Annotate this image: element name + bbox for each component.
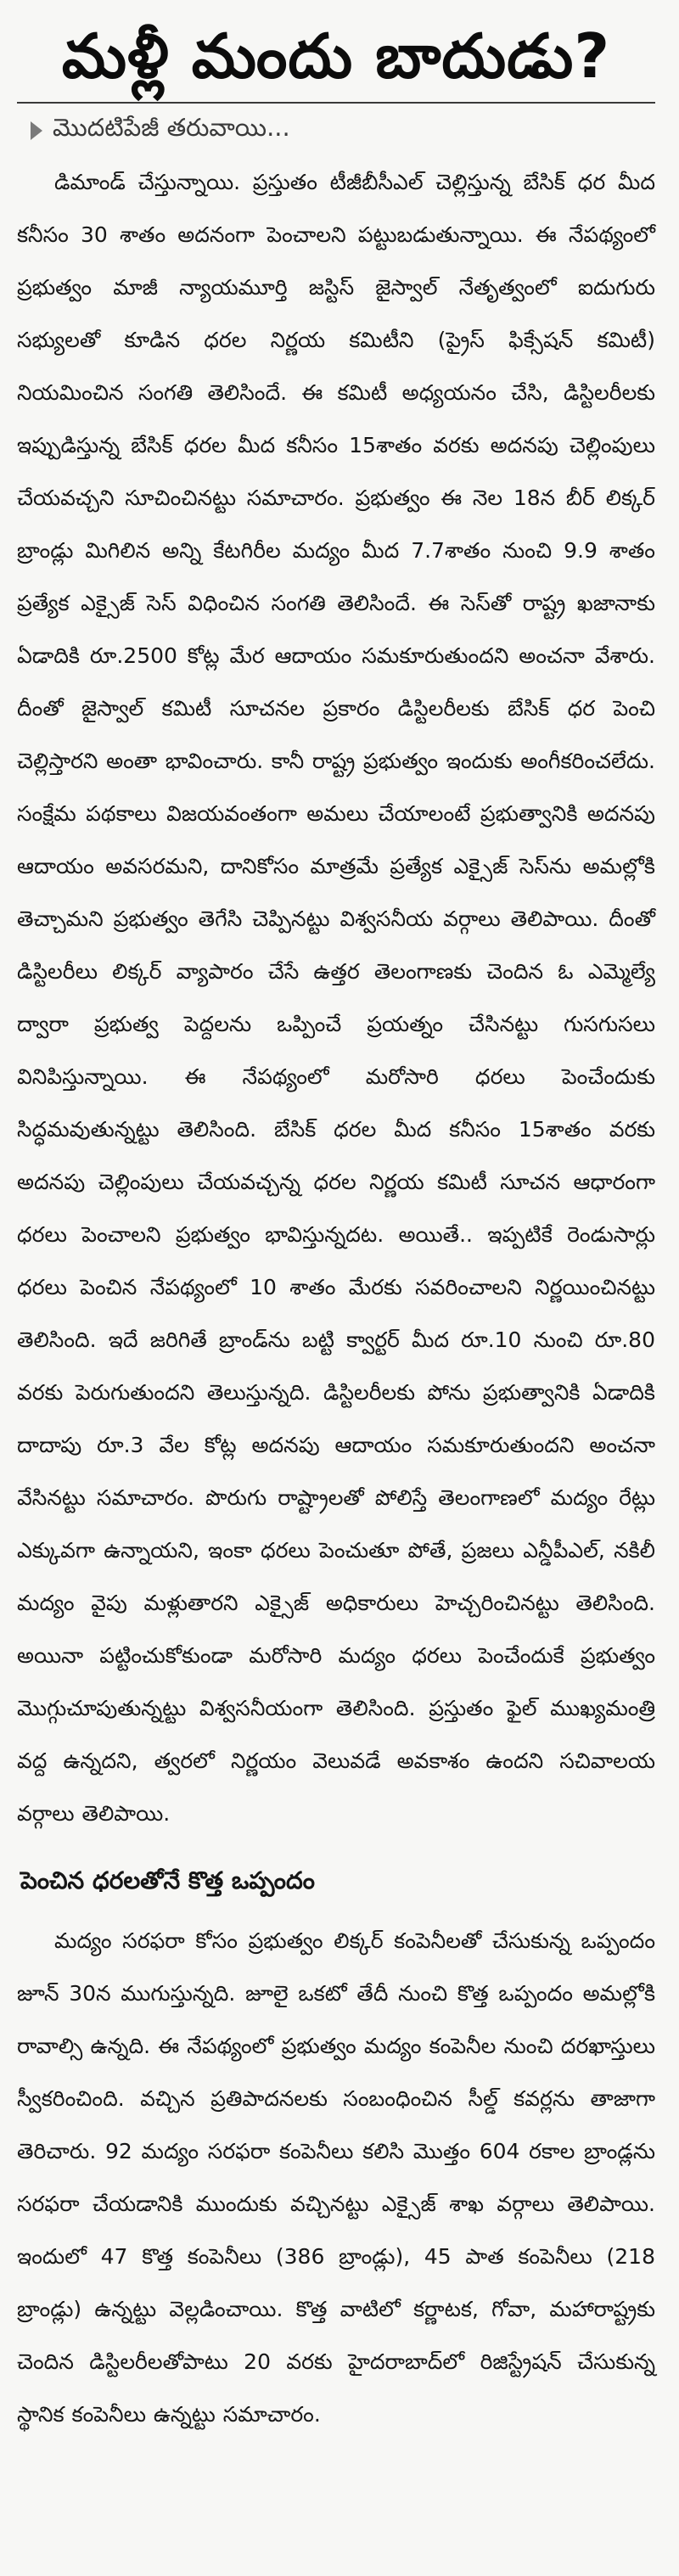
continued-from-text: మొదటిపేజీ తరువాయి... — [53, 113, 290, 142]
headline: మళ్లీ మందు బాదుడు? — [61, 20, 611, 92]
subheading: పెంచిన ధరలతోనే కొత్త ఒప్పందం — [20, 1866, 315, 1894]
article-paragraph-2: మద్యం సరఫరా కోసం ప్రభుత్వం లిక్కర్ కంపెనీలతో చేసుకున్న ఒప్పందం జూన్ 30న ముగుస్తున్నది. జూలై ఒకటో తేదీ నుంచి కొత్త ఒప్పందం అమల్లోకి రావాల్సి ఉన్నది. ఈ నేపథ్యంలో ప్రభుత్వం మద్యం కంపెనీల నుంచి దరఖాస్తులు స్వీకరించింది. వచ్చిన ప్రతిపాదనలకు సంబంధించిన సీల్డ్ కవర్లను తాజాగా తెరిచారు. 92 మద్యం సరఫరా కంపెనీలు కలిసి మొత్తం 604 రకాల బ్రాండ్లను సరఫరా చేయడానికి ముందుకు వచ్చినట్టు ఎక్సైజ్ శాఖ వర్గాలు తెలిపాయి. ఇందులో 47 కొత్త కంపెనీలు (386 బ్రాండ్లు), 45 పాత కంపెనీలు (218 బ్రాండ్లు) ఉన్నట్టు వెల్లడించాయి. కొత్త వాటిలో కర్ణాటక, గోవా, మహారాష్ట్రకు చెందిన డిస్టిలరీలతోపాటు 20 వరకు హైదరాబాద్‌లో రిజిస్ట్రేషన్ చేసుకున్న స్థానిక కంపెనీలు ఉన్నట్టు సమాచారం. — [17, 1928, 655, 2427]
continued-from-line — [31, 112, 655, 149]
headline-divider — [17, 102, 655, 104]
article-paragraph-1: డిమాండ్ చేస్తున్నాయి. ప్రస్తుతం టీజీబీసీఎల్ చెల్లిస్తున్న బేసిక్ ధర మీద కనీసం 30 శాతం అదనంగా పెంచాలని పట్టుబడుతున్నాయి. ఈ నేపథ్యంలో ప్రభుత్వం మాజీ న్యాయమూర్తి జస్టిస్ జైస్వాల్ నేతృత్వంలో ఐదుగురు సభ్యులతో కూడిన ధరల నిర్ణయ కమిటీని (ప్రైస్ ఫిక్సేషన్ కమిటీ) నియమించిన సంగతి తెలిసిందే. ఈ కమిటీ అధ్యయనం చేసి, డిస్టిలరీలకు ఇప్పుడిస్తున్న బేసిక్ ధరల మీద కనీసం 15శాతం వరకు అదనపు చెల్లింపులు చేయవచ్చని సూచించినట్టు సమాచారం. ప్రభుత్వం ఈ నెల 18న బీర్ లిక్కర్ బ్రాండ్లు మిగిలిన అన్ని కేటగిరీల మద్యం మీద 7.7శాతం నుంచి 9.9 శాతం ప్రత్యేక ఎక్సైజ్ సెస్ విధించిన సంగతి తెలిసిందే. ఈ సెస్‌తో రాష్ట్ర ఖజానాకు ఏడాదికి రూ.2500 కోట్ల మేర ఆదాయం సమకూరుతుందని అంచనా వేశారు. దీంతో జైస్వాల్ కమిటీ సూచనల ప్రకారం డిస్టిలరీలకు బేసిక్ ధర పెంచి చెల్లిస్తారని అంతా భావించారు. కానీ రాష్ట్ర ప్రభుత్వం ఇందుకు అంగీకరించలేదు. సంక్షేమ పథకాలు విజయవంతంగా అమలు చేయాలంటే ప్రభుత్వానికి అదనపు ఆదాయం అవసరమని, దానికోసం మాత్రమే ప్రత్యేక ఎక్సైజ్ సెస్‌ను అమల్లోకి తెచ్చామని ప్రభుత్వం తెగేసి చెప్పినట్టు విశ్వసనీయ వర్గాలు తెలిపాయి. దీంతో డిస్టిలరీలు లిక్కర్ వ్యాపారం చేసే ఉత్తర తెలంగాణకు చెందిన ఓ ఎమ్మెల్యే ద్వారా ప్రభుత్వ పెద్దలను ఒప్పించే ప్రయత్నం చేసినట్టు గుసగుసలు వినిపిస్తున్నాయి. ఈ నేపథ్యంలో మరోసారి ధరలు పెంచేందుకు సిద్ధమవుతున్నట్టు తెలిసింది. బేసిక్ ధరల మీద కనీసం 15శాతం వరకు అదనపు చెల్లింపులు చేయవచ్చన్న ధరల నిర్ణయ కమిటీ సూచన ఆధారంగా ధరలు పెంచాలని ప్రభుత్వం భావిస్తున్నదట. అయితే.. ఇప్పటికే రెండుసార్లు ధరలు పెంచిన నేపథ్యంలో 10 శాతం మేరకు సవరించాలని నిర్ణయించినట్టు తెలిసింది. ఇదే జరిగితే బ్రాండ్‌ను బట్టి క్వార్టర్ మీద రూ.10 నుంచి రూ.80 వరకు పెరుగుతుందని తెలుస్తున్నది. డిస్టిలరీలకు పోను ప్రభుత్వానికి ఏడాదికి దాదాపు రూ.3 వేల కోట్ల అదనపు ఆదాయం సమకూరుతుందని అంచనా వేసినట్టు సమాచారం. పొరుగు రాష్ట్రాలతో పోలిస్తే తెలంగాణలో మద్యం రేట్లు ఎక్కువగా ఉన్నాయని, ఇంకా ధరలు పెంచుతూ పోతే, ప్రజలు ఎన్డీపీఎల్, నకిలీ మద్యం వైపు మళ్లుతారని ఎక్సైజ్ అధికారులు హెచ్చరించినట్టు తెలిసింది. అయినా పట్టించుకోకుండా మరోసారి మద్యం ధరలు పెంచేందుకే ప్రభుత్వం మొగ్గుచూపుతున్నట్టు విశ్వసనీయంగా తెలిసింది. ప్రస్తుతం ఫైల్ ముఖ్యమంత్రి వద్ద ఉన్నదని, త్వరలో నిర్ణయం వెలువడే అవకాశం ఉందని సచివాలయ వర్గాలు తెలిపాయి. — [17, 170, 655, 1826]
arrow-right-icon — [31, 121, 42, 140]
